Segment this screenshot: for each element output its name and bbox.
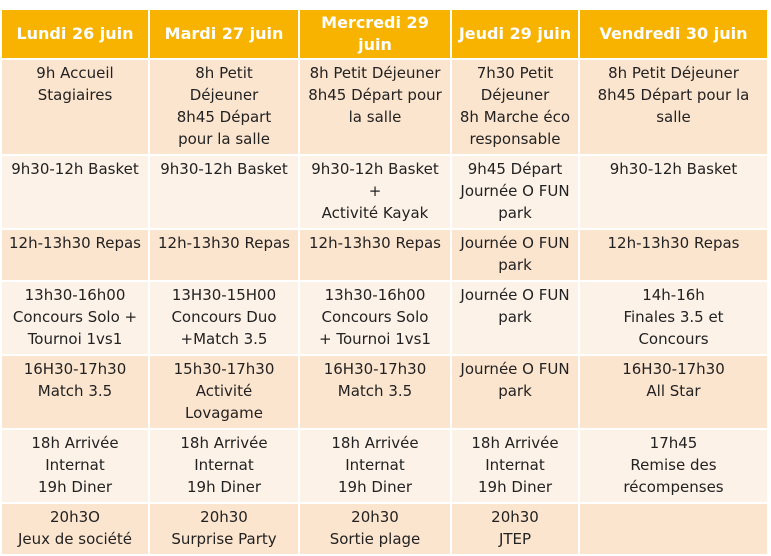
table-cell: 8h Petit Déjeuner 8h45 Départ pour la salle [299,59,451,155]
table-row [1,155,768,229]
table-row [1,59,768,155]
table-cell: 20h3O Jeux de société [1,503,149,555]
table-cell: 13H30-15H00 Concours Duo +Match 3.5 [149,281,299,355]
table-cell: 14h-16h Finales 3.5 et Concours [579,281,768,355]
table-cell: 20h30 JTEP [451,503,579,555]
header-tuesday: Mardi 27 juin [149,9,299,59]
table-cell: 9h30-12h Basket [1,155,149,229]
table-cell: 17h45 Remise des récompenses [579,429,768,503]
weekly-schedule-table [0,8,769,556]
table-row [1,355,768,429]
table-cell: 16H30-17h30 All Star [579,355,768,429]
table-cell: Journée O FUN park [451,281,579,355]
table-row [1,503,768,555]
table-cell: 8h Petit Déjeuner 8h45 Départ pour la salle [149,59,299,155]
table-cell: 9h45 Départ Journée O FUN park [451,155,579,229]
table-cell: 12h-13h30 Repas [299,229,451,281]
table-row [1,281,768,355]
table-row [1,429,768,503]
header-monday: Lundi 26 juin [1,9,149,59]
table-row [1,229,768,281]
table-cell: 9h30-12h Basket [579,155,768,229]
table-cell: 9h30-12h Basket + Activité Kayak [299,155,451,229]
table-cell: 9h Accueil Stagiaires [1,59,149,155]
table-cell: 18h Arrivée Internat 19h Diner [451,429,579,503]
table-cell: Journée O FUN park [451,229,579,281]
table-cell: 20h30 Sortie plage [299,503,451,555]
table-cell: 7h30 Petit Déjeuner 8h Marche éco responsable [451,59,579,155]
table-cell: 12h-13h30 Repas [1,229,149,281]
table-cell: 8h Petit Déjeuner 8h45 Départ pour la salle [579,59,768,155]
table-cell: 18h Arrivée Internat 19h Diner [1,429,149,503]
table-cell: 12h-13h30 Repas [149,229,299,281]
table-cell: 15h30-17h30 Activité Lovagame [149,355,299,429]
table-cell: 16H30-17h30 Match 3.5 [1,355,149,429]
table-cell: 13h30-16h00 Concours Solo + Tournoi 1vs1 [299,281,451,355]
table-cell: 13h30-16h00 Concours Solo + Tournoi 1vs1 [1,281,149,355]
table-cell: 18h Arrivée Internat 19h Diner [149,429,299,503]
table-cell: 16H30-17h30 Match 3.5 [299,355,451,429]
table-cell: Journée O FUN park [451,355,579,429]
table-cell: 12h-13h30 Repas [579,229,768,281]
table-cell [579,503,768,555]
table-cell: 9h30-12h Basket [149,155,299,229]
table-cell: 18h Arrivée Internat 19h Diner [299,429,451,503]
table-cell: 20h30 Surprise Party [149,503,299,555]
header-row [1,9,768,59]
header-wednesday: Mercredi 29 juin [299,9,451,59]
header-thursday: Jeudi 29 juin [451,9,579,59]
header-friday: Vendredi 30 juin [579,9,768,59]
